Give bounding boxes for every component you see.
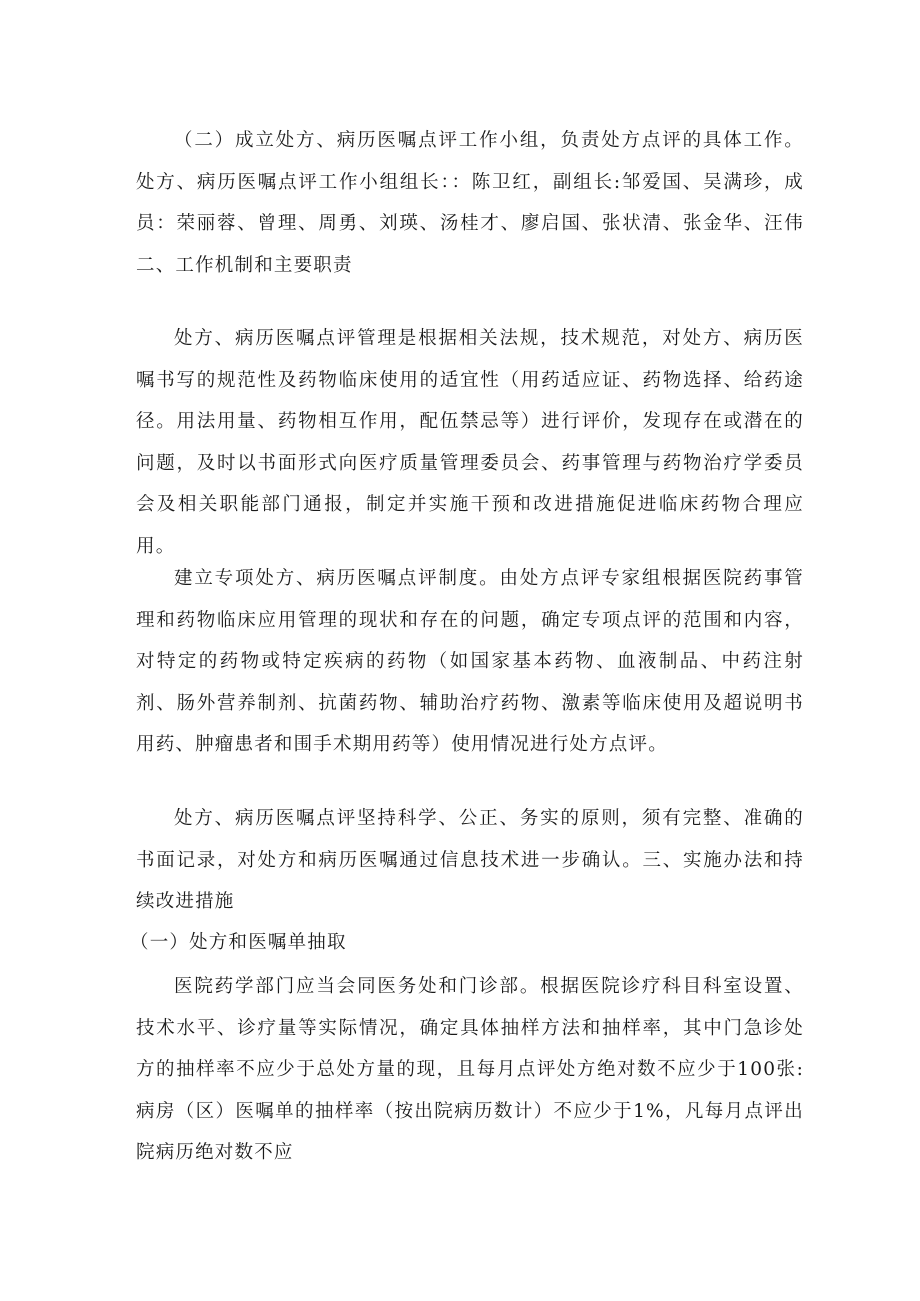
paragraph-sampling: 医院药学部门应当会同医务处和门诊部。根据医院诊疗科目科室设置、技术水平、诊疗量等实际情况，确定具体抽样方法和抽样率，其中门急诊处方的抽样率不应少于总处方量的现，且每月点评处方绝对数不应少于100张:病房（区）医嘱单的抽样率（按出院病历数计）不应少于1%，凡每月点评出院病历绝对数不应 xyxy=(136,976,804,1163)
paragraph-special-review: 建立专项处方、病历医嘱点评制度。由处方点评专家组根据医院药事管理和药物临床应用管理的现状和存在的问题，确定专项点评的范围和内容，对特定的药物或特定疾病的药物（如国家基本药物、血液制品、中药注射剂、肠外营养制剂、抗菌药物、辅助治疗药物、激素等临床使用及超说明书用药、肿瘤患者和围手术期用药等）使用情况进行处方点评。 xyxy=(136,568,804,755)
paragraph-principles: 处方、病历医嘱点评坚持科学、公正、务实的原则，须有完整、准确的书面记录，对处方和病历医嘱通过信息技术进一步确认。三、实施办法和持续改进措施 xyxy=(136,808,804,912)
paragraph-review-management: 处方、病历医嘱点评管理是根据相关法规，技术规范，对处方、病历医嘱书写的规范性及药物临床使用的适宜性（用药适应证、药物选择、给药途径。用法用量、药物相互作用，配伍禁忌等）进行评价，发现存在或潜在的问题，及时以书面形式向医疗质量管理委员会、药事管理与药物治疗学委员会及相关职能部门通报，制定并实施干预和改进措施促进临床药物合理应用。 xyxy=(136,328,804,557)
section-heading: （一）处方和医嘱单抽取 xyxy=(130,932,347,953)
paragraph-working-group: （二）成立处方、病历医嘱点评工作小组，负责处方点评的具体工作。处方、病历医嘱点评工作小组组长：：陈卫红，副组长:邹爱国、吴满珍，成员：荣丽蓉、曾理、周勇、刘瑛、汤桂才、廖启国、张状清、张金华、汪伟二、工作机制和主要职责 xyxy=(136,130,804,276)
